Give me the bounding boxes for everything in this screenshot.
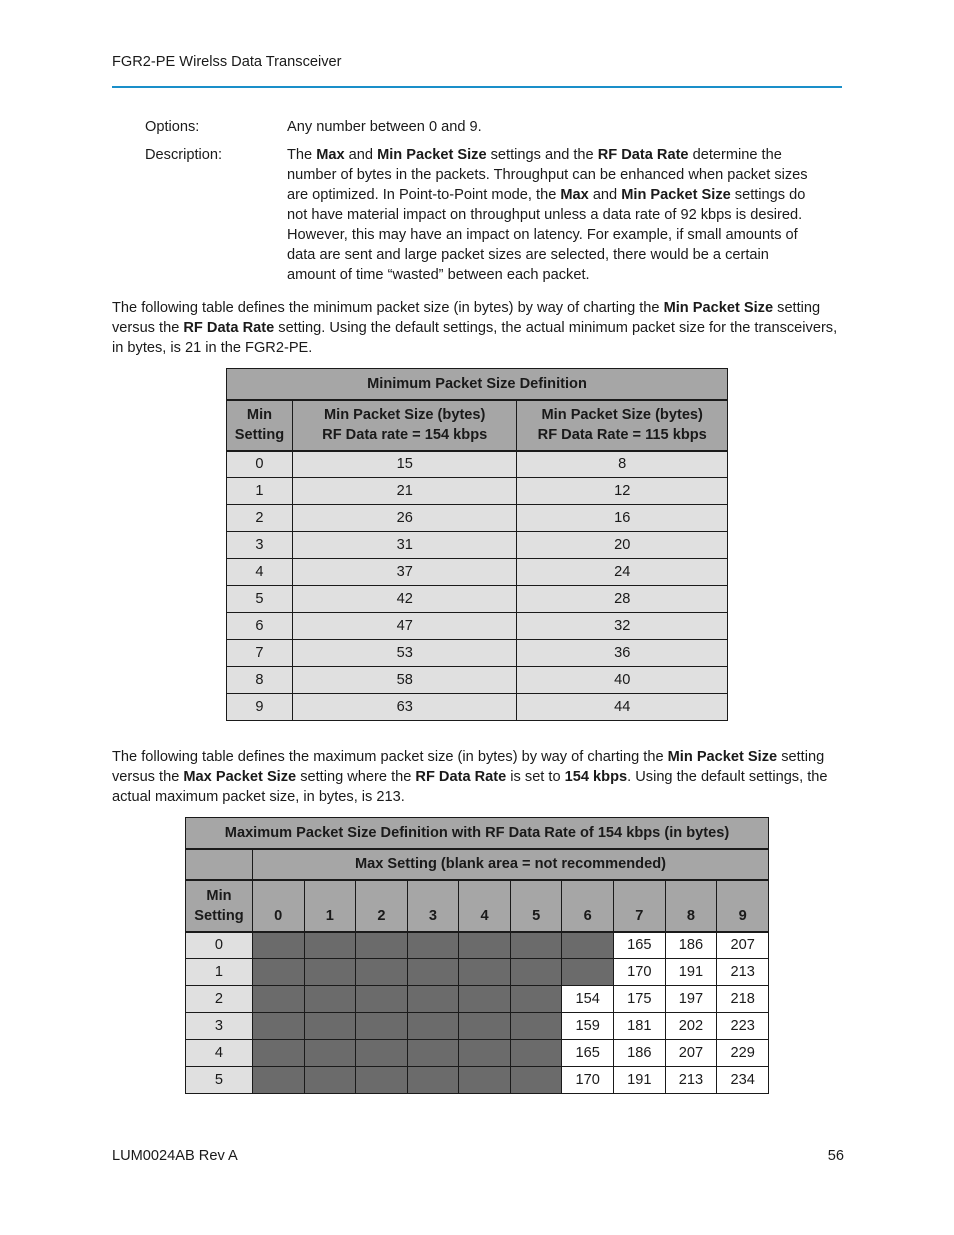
table-cell: 170 xyxy=(614,959,666,986)
col-header-max-setting: 9 xyxy=(717,880,769,932)
table-cell: 20 xyxy=(517,532,728,559)
table-caption: Maximum Packet Size Definition with RF Data Rate of 154 kbps (in bytes) xyxy=(186,818,769,849)
not-recommended-cell xyxy=(562,959,614,986)
table-cell: 202 xyxy=(665,1013,717,1040)
table-cell: 58 xyxy=(292,667,517,694)
bold-run: RF Data Rate xyxy=(415,769,507,785)
table-row xyxy=(186,1067,769,1094)
bold-run: Min Packet Size xyxy=(663,300,774,316)
not-recommended-cell xyxy=(459,1040,511,1067)
header-line: Min xyxy=(246,407,273,423)
table-row xyxy=(227,451,728,478)
not-recommended-cell xyxy=(252,932,304,959)
table-row xyxy=(186,959,769,986)
not-recommended-cell xyxy=(356,986,408,1013)
col-header-max-setting: 1 xyxy=(304,880,356,932)
col-header-max-setting: 6 xyxy=(562,880,614,932)
header-line: Min xyxy=(206,887,232,904)
header-line: Setting xyxy=(194,907,244,924)
bold-run: Max xyxy=(560,187,589,203)
table-cell: 234 xyxy=(717,1067,769,1094)
table-row xyxy=(227,667,728,694)
text-run: The following table defines the maximum packet size (in bytes) by way of charting the xyxy=(112,749,668,765)
not-recommended-cell xyxy=(304,986,356,1013)
table-cell: 26 xyxy=(292,505,517,532)
table-cell: 47 xyxy=(292,613,517,640)
not-recommended-cell xyxy=(407,959,459,986)
bold-run: Min Packet Size xyxy=(667,749,778,765)
not-recommended-cell xyxy=(304,1040,356,1067)
not-recommended-cell xyxy=(252,1013,304,1040)
table-row xyxy=(186,986,769,1013)
table-cell: 5 xyxy=(227,586,293,613)
table-cell: 32 xyxy=(517,613,728,640)
table-row xyxy=(227,586,728,613)
not-recommended-cell xyxy=(252,1067,304,1094)
bold-run: RF Data Rate xyxy=(183,320,275,336)
table-cell: 24 xyxy=(517,559,728,586)
table-cell: 181 xyxy=(614,1013,666,1040)
header-line: RF Data Rate = 115 kbps xyxy=(537,427,707,443)
table-cell: 175 xyxy=(614,986,666,1013)
not-recommended-cell xyxy=(356,1040,408,1067)
not-recommended-cell xyxy=(510,1067,562,1094)
table-cell: 159 xyxy=(562,1013,614,1040)
description-text xyxy=(287,145,812,285)
max-packet-size-table xyxy=(185,817,769,1094)
table-cell: 186 xyxy=(614,1040,666,1067)
col-header-min-setting xyxy=(227,400,293,451)
col-header-max-setting: 5 xyxy=(510,880,562,932)
table-cell: 8 xyxy=(227,667,293,694)
text-run: . Using the default settings, the actual maximum packet size, in bytes, is 213. xyxy=(112,769,828,805)
table-row xyxy=(227,505,728,532)
table-body xyxy=(227,451,728,721)
not-recommended-cell xyxy=(252,986,304,1013)
col-header-min-setting xyxy=(186,880,253,932)
bold-run: Min Packet Size xyxy=(377,147,487,163)
options-term: Options: xyxy=(145,119,200,135)
table-cell: 223 xyxy=(717,1013,769,1040)
col-header-max-setting: 8 xyxy=(665,880,717,932)
min-packet-size-table xyxy=(226,368,728,721)
bold-run: 154 kbps xyxy=(564,769,628,785)
col-header-154kbps xyxy=(292,400,517,451)
table-cell: 7 xyxy=(227,640,293,667)
table-cell: 3 xyxy=(227,532,293,559)
min-setting-cell: 4 xyxy=(186,1040,253,1067)
not-recommended-cell xyxy=(510,959,562,986)
table-body xyxy=(186,932,769,1094)
table-cell: 154 xyxy=(562,986,614,1013)
table-cell: 207 xyxy=(665,1040,717,1067)
text-run: settings do not have material impact on throughput unless a data rate of 92 kbps is desired. However, this may have an impact on latency. For example, if small amounts of data are sent and large packet sizes are selected, there would be a certain amount of time “wasted” between each packet. xyxy=(287,187,806,283)
header-line: Setting xyxy=(234,427,285,443)
table-cell: 21 xyxy=(292,478,517,505)
table-cell: 170 xyxy=(562,1067,614,1094)
not-recommended-cell xyxy=(459,932,511,959)
not-recommended-cell xyxy=(304,1067,356,1094)
table-cell: 42 xyxy=(292,586,517,613)
text-run: and xyxy=(344,147,378,163)
not-recommended-cell xyxy=(304,932,356,959)
footer-doc-id: LUM0024AB Rev A xyxy=(112,1148,238,1164)
table-cell: 1 xyxy=(227,478,293,505)
table-cell: 37 xyxy=(292,559,517,586)
min-setting-cell: 2 xyxy=(186,986,253,1013)
description-row xyxy=(145,145,815,285)
table-cell: 44 xyxy=(517,694,728,721)
table-cell: 0 xyxy=(227,451,293,478)
table-row xyxy=(227,478,728,505)
table-row xyxy=(227,640,728,667)
not-recommended-cell xyxy=(459,1013,511,1040)
table-row xyxy=(227,694,728,721)
table-cell: 191 xyxy=(665,959,717,986)
not-recommended-cell xyxy=(510,986,562,1013)
table-cell: 165 xyxy=(562,1040,614,1067)
table-row xyxy=(227,559,728,586)
table-cell: 15 xyxy=(292,451,517,478)
table-row xyxy=(186,1013,769,1040)
not-recommended-cell xyxy=(356,1067,408,1094)
not-recommended-cell xyxy=(562,932,614,959)
table-cell: 218 xyxy=(717,986,769,1013)
table-cell: 8 xyxy=(517,451,728,478)
table-row xyxy=(186,1040,769,1067)
col-header-115kbps xyxy=(517,400,728,451)
table-cell: 191 xyxy=(614,1067,666,1094)
table-subcaption: Max Setting (blank area = not recommended) xyxy=(252,849,768,880)
table-row xyxy=(227,532,728,559)
text-run: The xyxy=(287,147,317,163)
min-setting-cell: 0 xyxy=(186,932,253,959)
min-table-intro xyxy=(112,298,842,358)
header-line: Min Packet Size (bytes) xyxy=(541,407,703,423)
table-cell: 36 xyxy=(517,640,728,667)
not-recommended-cell xyxy=(510,932,562,959)
not-recommended-cell xyxy=(510,1040,562,1067)
text-run: and xyxy=(588,187,622,203)
col-header-max-setting: 3 xyxy=(407,880,459,932)
table-cell: 2 xyxy=(227,505,293,532)
table-cell: 4 xyxy=(227,559,293,586)
table-cell: 213 xyxy=(717,959,769,986)
text-run: settings and the xyxy=(486,147,598,163)
table-cell: 207 xyxy=(717,932,769,959)
options-row xyxy=(145,117,815,137)
not-recommended-cell xyxy=(356,932,408,959)
table-cell: 28 xyxy=(517,586,728,613)
not-recommended-cell xyxy=(304,1013,356,1040)
bold-run: Min Packet Size xyxy=(621,187,731,203)
text-run: setting. Using the default settings, the actual minimum packet size for the transceivers, in bytes, is 21 in the FGR2-PE. xyxy=(112,320,838,356)
text-run: determine the number of bytes in the packets. Throughput can be enhanced when packet sizes are optimized. In Point-to-Point mode, the xyxy=(287,147,808,203)
text-run: setting versus the xyxy=(112,749,825,785)
max-table-intro xyxy=(112,747,842,807)
options-text: Any number between 0 and 9. xyxy=(287,119,482,135)
min-setting-cell: 5 xyxy=(186,1067,253,1094)
not-recommended-cell xyxy=(510,1013,562,1040)
header-line: Min Packet Size (bytes) xyxy=(324,407,486,423)
description-term: Description: xyxy=(145,147,223,163)
not-recommended-cell xyxy=(356,959,408,986)
header-rule xyxy=(112,86,842,88)
not-recommended-cell xyxy=(407,932,459,959)
table-caption: Minimum Packet Size Definition xyxy=(227,369,728,400)
table-row xyxy=(227,613,728,640)
header-title: FGR2-PE Wirelss Data Transceiver xyxy=(112,54,342,70)
bold-run: RF Data Rate xyxy=(597,147,689,163)
table-cell: 165 xyxy=(614,932,666,959)
definition-list xyxy=(145,117,815,293)
table-cell: 40 xyxy=(517,667,728,694)
text-run: is set to xyxy=(506,769,565,785)
table-cell: 12 xyxy=(517,478,728,505)
col-header-max-setting: 4 xyxy=(459,880,511,932)
table-cell: 9 xyxy=(227,694,293,721)
table-cell: 186 xyxy=(665,932,717,959)
footer-page-number: 56 xyxy=(827,1148,844,1164)
not-recommended-cell xyxy=(407,986,459,1013)
not-recommended-cell xyxy=(459,1067,511,1094)
col-header-max-setting: 2 xyxy=(356,880,408,932)
table-cell: 31 xyxy=(292,532,517,559)
not-recommended-cell xyxy=(407,1040,459,1067)
min-setting-cell: 1 xyxy=(186,959,253,986)
table-cell: 6 xyxy=(227,613,293,640)
table-cell: 53 xyxy=(292,640,517,667)
table-cell: 63 xyxy=(292,694,517,721)
not-recommended-cell xyxy=(252,959,304,986)
bold-run: Max Packet Size xyxy=(183,769,297,785)
text-run: setting versus the xyxy=(112,300,821,336)
not-recommended-cell xyxy=(252,1040,304,1067)
min-setting-cell: 3 xyxy=(186,1013,253,1040)
table-cell: 229 xyxy=(717,1040,769,1067)
col-header-max-setting: 7 xyxy=(614,880,666,932)
text-run: The following table defines the minimum packet size (in bytes) by way of charting the xyxy=(112,300,664,316)
table-cell: 197 xyxy=(665,986,717,1013)
col-header-max-setting: 0 xyxy=(252,880,304,932)
not-recommended-cell xyxy=(356,1013,408,1040)
table-cell: 213 xyxy=(665,1067,717,1094)
text-run: setting where the xyxy=(296,769,416,785)
not-recommended-cell xyxy=(304,959,356,986)
header-line: RF Data rate = 154 kbps xyxy=(322,427,488,443)
table-cell: 16 xyxy=(517,505,728,532)
not-recommended-cell xyxy=(459,959,511,986)
table-row xyxy=(186,932,769,959)
subcaption-spacer xyxy=(186,849,253,880)
not-recommended-cell xyxy=(407,1013,459,1040)
bold-run: Max xyxy=(316,147,345,163)
not-recommended-cell xyxy=(407,1067,459,1094)
not-recommended-cell xyxy=(459,986,511,1013)
